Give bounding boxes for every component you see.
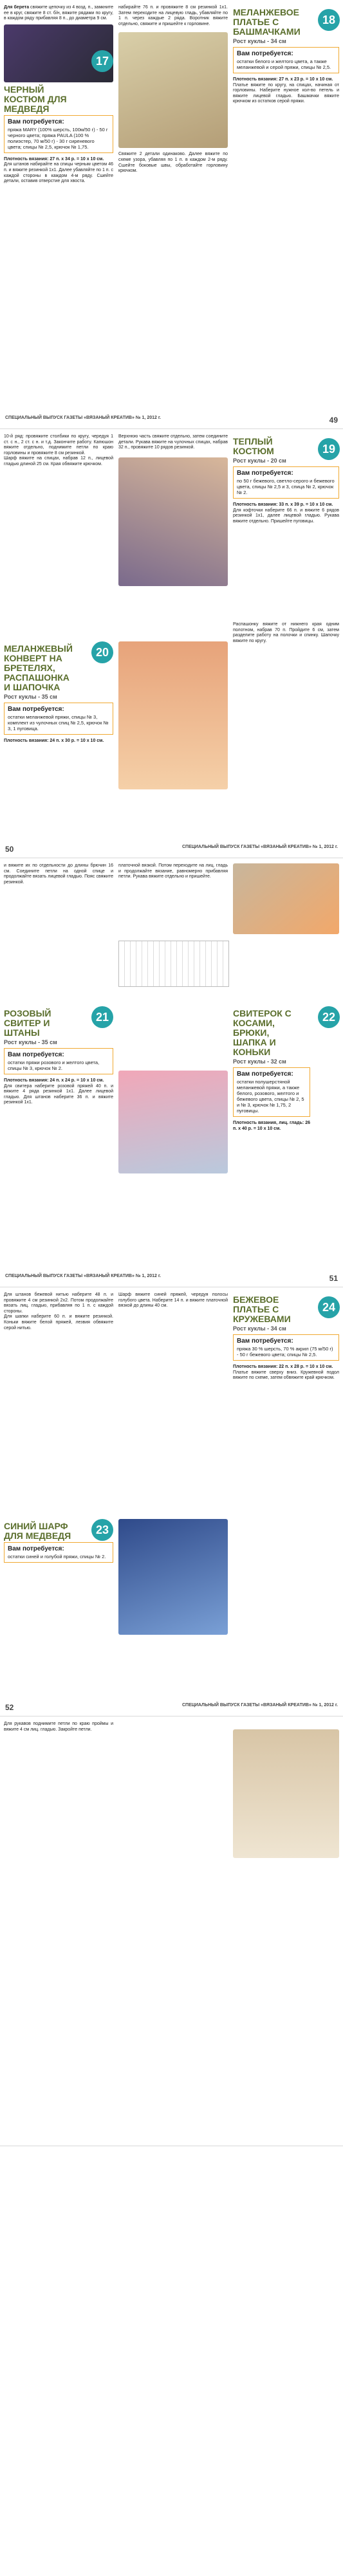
density-label: Плотность вязания: 33 п. x 39 р. = 10 x 10 см.: [233, 502, 333, 507]
project-title: БЕЖЕВОЕ ПЛАТЬЕ С КРУЖЕВАМИ: [233, 1294, 291, 1324]
page-50: [0, 429, 343, 858]
page-number: 50: [5, 845, 14, 854]
dress-photo: [118, 32, 228, 148]
body-text: набирайте 76 п. и провяжите 8 см резинкой 1x1. Затем переходите на лицевую гладь, убавляйте по 1 п. через каждые 2 ряда. Воротник вяжите отдельно, свяжите и пришейте к горловине.: [118, 5, 228, 26]
materials-text: по 50 г бежевого, светло-серого и бежевого цвета, спицы № 2,5 и 3, спица № 2, крючок № 2.: [237, 478, 335, 495]
column-2: [118, 1293, 228, 1309]
materials-heading: Вам потребуется:: [8, 1051, 64, 1058]
density-text: [4, 739, 113, 744]
body-text: Для штанов набирайте на спицы черным цветом 46 п. и вяжите резинкой 1x1. Далее убавляйте по 1 п. с каждой стороны в каждом 4-м ряду. Сшейте детали, оставив отверстие для хвоста.: [4, 162, 113, 184]
materials-box: [233, 1067, 310, 1117]
materials-box: [4, 115, 113, 153]
body-text: 10-й ряд: провяжите столбики по кругу, чередуя 1 ст. с н., 2 ст. с н. и т.д. Закончите работу. Капюшон вяжите отдельно, поднимите петли по краю горловины и провяжите 8 см резинкой.: [4, 434, 113, 455]
project-number-badge: 17: [91, 50, 113, 72]
project-number-badge: 21: [91, 1006, 113, 1028]
materials-text: остатки полушерстяной меланжевой пряжи, а также белого, розового, желтого и бежевого цвета, спицы № 2, 5 и № 3, крючок № 1,75, 2 пуговицы.: [237, 1079, 304, 1114]
materials-box: [233, 47, 339, 73]
materials-heading: Вам потребуется:: [8, 1545, 64, 1552]
materials-text: остатки пряжи розового и желтого цвета, спицы № 3, крючок № 2.: [8, 1060, 100, 1071]
project-22-block: [233, 1006, 310, 1132]
column-1: [4, 434, 113, 468]
project-number-badge: 20: [91, 641, 113, 663]
body-text: Для кофточки наберите 66 п. и вяжите 6 рядов резинкой 1x1, далее лицевой гладью. Рукава вяжите отдельно. Пришейте пуговицы.: [233, 508, 339, 524]
knitting-chart: [118, 941, 229, 987]
materials-box: [233, 466, 339, 499]
column-2: [118, 5, 228, 174]
page-number: 51: [329, 1274, 338, 1283]
project-number-badge: 24: [318, 1296, 340, 1318]
beige-dress-photo: [233, 1729, 339, 1858]
magazine-header: СПЕЦИАЛЬНЫЙ ВЫПУСК ГАЗЕТЫ «ВЯЗАНЫЙ КРЕАТИВ» № 1, 2012 г.: [5, 416, 161, 420]
density-label: Плотность вязания: 24 п. x 24 р. = 10 x 10 см.: [4, 1078, 104, 1083]
materials-heading: Вам потребуется:: [237, 1071, 293, 1078]
body-text: и вяжите их по отдельности до длины брючин 16 см. Соедините петли на одной спице и продолжайте вязать лицевой гладью. Пояс свяжите резинкой.: [4, 863, 113, 885]
page-51: [0, 858, 343, 1287]
body-text: Шарф вяжите синей пряжей, чередуя полосы голубого цвета. Наберите 14 п. и вяжите платочной вязкой до длины 40 см.: [118, 1293, 228, 1309]
body-text: Для шапки наберите 60 п. и вяжите резинкой. Коньки вяжите белой пряжей, лезвия обвяжите серой нитью.: [4, 1314, 113, 1330]
project-title: ЧЕРНЫЙ КОСТЮМ ДЛЯ МЕДВЕДЯ: [4, 84, 67, 114]
density-text: [233, 1365, 339, 1370]
page-footer: [5, 1274, 338, 1283]
density-label: Плотность вязания: 22 п. x 28 р. = 10 x 10 см.: [233, 1365, 333, 1369]
blue-scarf-photo: [118, 1519, 228, 1635]
project-number-badge: 19: [318, 438, 340, 460]
magazine-header: СПЕЦИАЛЬНЫЙ ВЫПУСК ГАЗЕТЫ «ВЯЗАНЫЙ КРЕАТИВ» № 1, 2012 г.: [182, 845, 338, 849]
body-text: Свяжите 2 детали одинаково. Далее вяжите по схеме узора, убавляя по 1 п. в каждом 2-м ряду. Сшейте боковые швы, обработайте горловину крючком.: [118, 152, 228, 174]
skates-photo: [233, 863, 339, 934]
doll-size: Рост куклы - 32 см: [233, 1058, 286, 1065]
body-text: Для берета свяжите цепочку из 4 возд. п., замкните ее в круг, свяжите 8 ст. б/н, вяжите рядами по кругу, в каждом ряду прибавляя 8 п., до диаметра 9 см.: [4, 5, 113, 21]
density-label: Плотность вязания, лиц. гладь: 26 п. x 40 р. = 10 x 10 см.: [233, 1121, 310, 1131]
materials-heading: Вам потребуется:: [237, 50, 293, 57]
pink-sweater-photo: [118, 1071, 228, 1173]
body-text: Платье вяжите сверху вниз. Кружевной подол вяжите по схеме, затем обвяжите край крючком.: [233, 1370, 339, 1381]
materials-heading: Вам потребуется:: [237, 1338, 293, 1345]
materials-heading: Вам потребуется:: [8, 706, 64, 713]
materials-text: остатки меланжевой пряжи, спицы № 3, комплект из чулочных спиц № 2,5, крючок № 3, 1 пуговица.: [8, 714, 109, 731]
page-number: 52: [5, 1703, 14, 1712]
doll-size: Рост куклы - 34 см: [233, 38, 286, 44]
body-text: Для свитера наберите розовой пряжей 40 п. и вяжите 4 ряда резинкой 1x1. Далее лицевой гладью. Для штанов наберите 36 п. и вяжите резинкой 1x1.: [4, 1083, 113, 1105]
project-number-badge: 23: [91, 1519, 113, 1541]
page-54: [0, 2146, 343, 2575]
density-text: [4, 1078, 113, 1084]
density-label: Плотность вязания: 24 п. x 30 р. = 10 x 10 см.: [4, 739, 104, 743]
project-title: СИНИЙ ШАРФ ДЛЯ МЕДВЕДЯ: [4, 1521, 71, 1541]
doll-bunting-photo: [118, 641, 228, 789]
materials-box: [233, 1334, 339, 1361]
density-text: [233, 77, 339, 83]
page-52: [0, 1287, 343, 1716]
materials-text: остатки синей и голубой пряжи, спицы № 2.: [8, 1554, 106, 1559]
project-title: МЕЛАНЖЕВЫЙ КОНВЕРТ НА БРЕТЕЛЯХ, РАСПАШОНКА И ШАПОЧКА: [4, 643, 73, 692]
materials-heading: Вам потребуется:: [237, 470, 293, 477]
column-1: [4, 863, 113, 885]
materials-box: [4, 703, 113, 735]
page-53: [0, 1716, 343, 2146]
column-2: [118, 434, 228, 586]
project-title: РОЗОВЫЙ СВИТЕР И ШТАНЫ: [4, 1008, 51, 1038]
body-text: Для рукавов поднимите петли по краю проймы и вяжите 4 см лиц. гладью. Закройте петли.: [4, 1722, 113, 1732]
project-title: ТЕПЛЫЙ КОСТЮМ: [233, 436, 274, 456]
doll-size: Рост куклы - 20 см: [233, 457, 286, 464]
magazine-header: СПЕЦИАЛЬНЫЙ ВЫПУСК ГАЗЕТЫ «ВЯЗАНЫЙ КРЕАТИВ» № 1, 2012 г.: [5, 1274, 161, 1278]
project-title: СВИТЕРОК С КОСАМИ, БРЮКИ, ШАПКА И КОНЬКИ: [233, 1008, 292, 1057]
body-text: Верхнюю часть свяжите отдельно, затем соедините детали. Рукава вяжите на чулочных спицах, набрав 32 п., провяжите 10 рядов резинкой.: [118, 434, 228, 450]
column-2: [118, 863, 228, 880]
materials-text: пряжа MARY (100% шерсть, 100м/50 г) - 50 г черного цвета; пряжа PAULA (100 % полиэстер, 70 м/50 г) - 30 г сиреневого цвета; спицы № 2,5, крючок № 1,75.: [8, 126, 108, 150]
column-1: [4, 1293, 113, 1331]
materials-text: пряжа 30 % шерсть, 70 % акрил (75 м/50 г) - 50 г бежевого цвета; спицы № 2,5.: [237, 1346, 333, 1357]
materials-text: остатки белого и желтого цвета, а также меланжевой и серой пряжи, спицы № 2,5.: [237, 59, 331, 70]
column-1: [4, 5, 113, 185]
page-footer: [5, 845, 338, 854]
density-label: Плотность вязания: 27 п. x 23 р. = 10 x 10 см.: [233, 77, 333, 82]
page-footer: [5, 1703, 338, 1712]
mittens-photo: [118, 457, 228, 586]
density-text: [233, 502, 339, 508]
column-1: [4, 1722, 113, 1733]
magazine-header: СПЕЦИАЛЬНЫЙ ВЫПУСК ГАЗЕТЫ «ВЯЗАНЫЙ КРЕАТИВ» № 1, 2012 г.: [182, 1703, 338, 1707]
column-3: [233, 863, 339, 934]
project-title: МЕЛАНЖЕВОЕ ПЛАТЬЕ С БАШМАЧКАМИ: [233, 7, 301, 37]
doll-size: Рост куклы - 34 см: [233, 1325, 286, 1332]
page-footer: [5, 416, 338, 425]
body-text: Распашонку вяжите от нижнего края одним полотном, набрав 70 п. Пройдите 6 см, затем разделите работу на полочки и спинку. Шапочку вяжите по кругу.: [233, 622, 339, 643]
body-text: платочной вязкой. Потом переходите на лиц. гладь и продолжайте вязание, равномерно прибавляя петли. Рукава вяжите отдельно и пришейте.: [118, 863, 228, 879]
page-49: [0, 0, 343, 429]
project-number-badge: 18: [318, 9, 340, 31]
doll-size: Рост куклы - 35 см: [4, 694, 57, 700]
body-text: Шарф вяжите на спицах, набрав 12 п., лицевой гладью длиной 25 см. Края обвяжите крючком.: [4, 456, 113, 466]
density-label: Плотность вязания: 27 п. x 34 р. = 10 x 10 см.: [4, 156, 104, 161]
page-number: 49: [329, 416, 338, 425]
body-text: Для штанов бежевой нитью наберите 48 п. и провяжите 4 см резинкой 2x2. Потом продолжайте вязать лиц. гладью, прибавляя по 1 п. с каждой стороны.: [4, 1293, 113, 1314]
density-text: [233, 1121, 310, 1132]
column-3-lower: [233, 622, 339, 644]
materials-box: [4, 1542, 113, 1563]
materials-heading: Вам потребуется:: [8, 118, 64, 125]
materials-box: [4, 1048, 113, 1074]
body-text: Платье вяжите по кругу, на спицах, начиная от горловины. Наберите нужное кол-во петель и вяжите лицевой гладью. Башмачки вяжите крючком из остатков серой пряжи.: [233, 82, 339, 104]
project-number-badge: 22: [318, 1006, 340, 1028]
doll-size: Рост куклы - 35 см: [4, 1039, 57, 1045]
